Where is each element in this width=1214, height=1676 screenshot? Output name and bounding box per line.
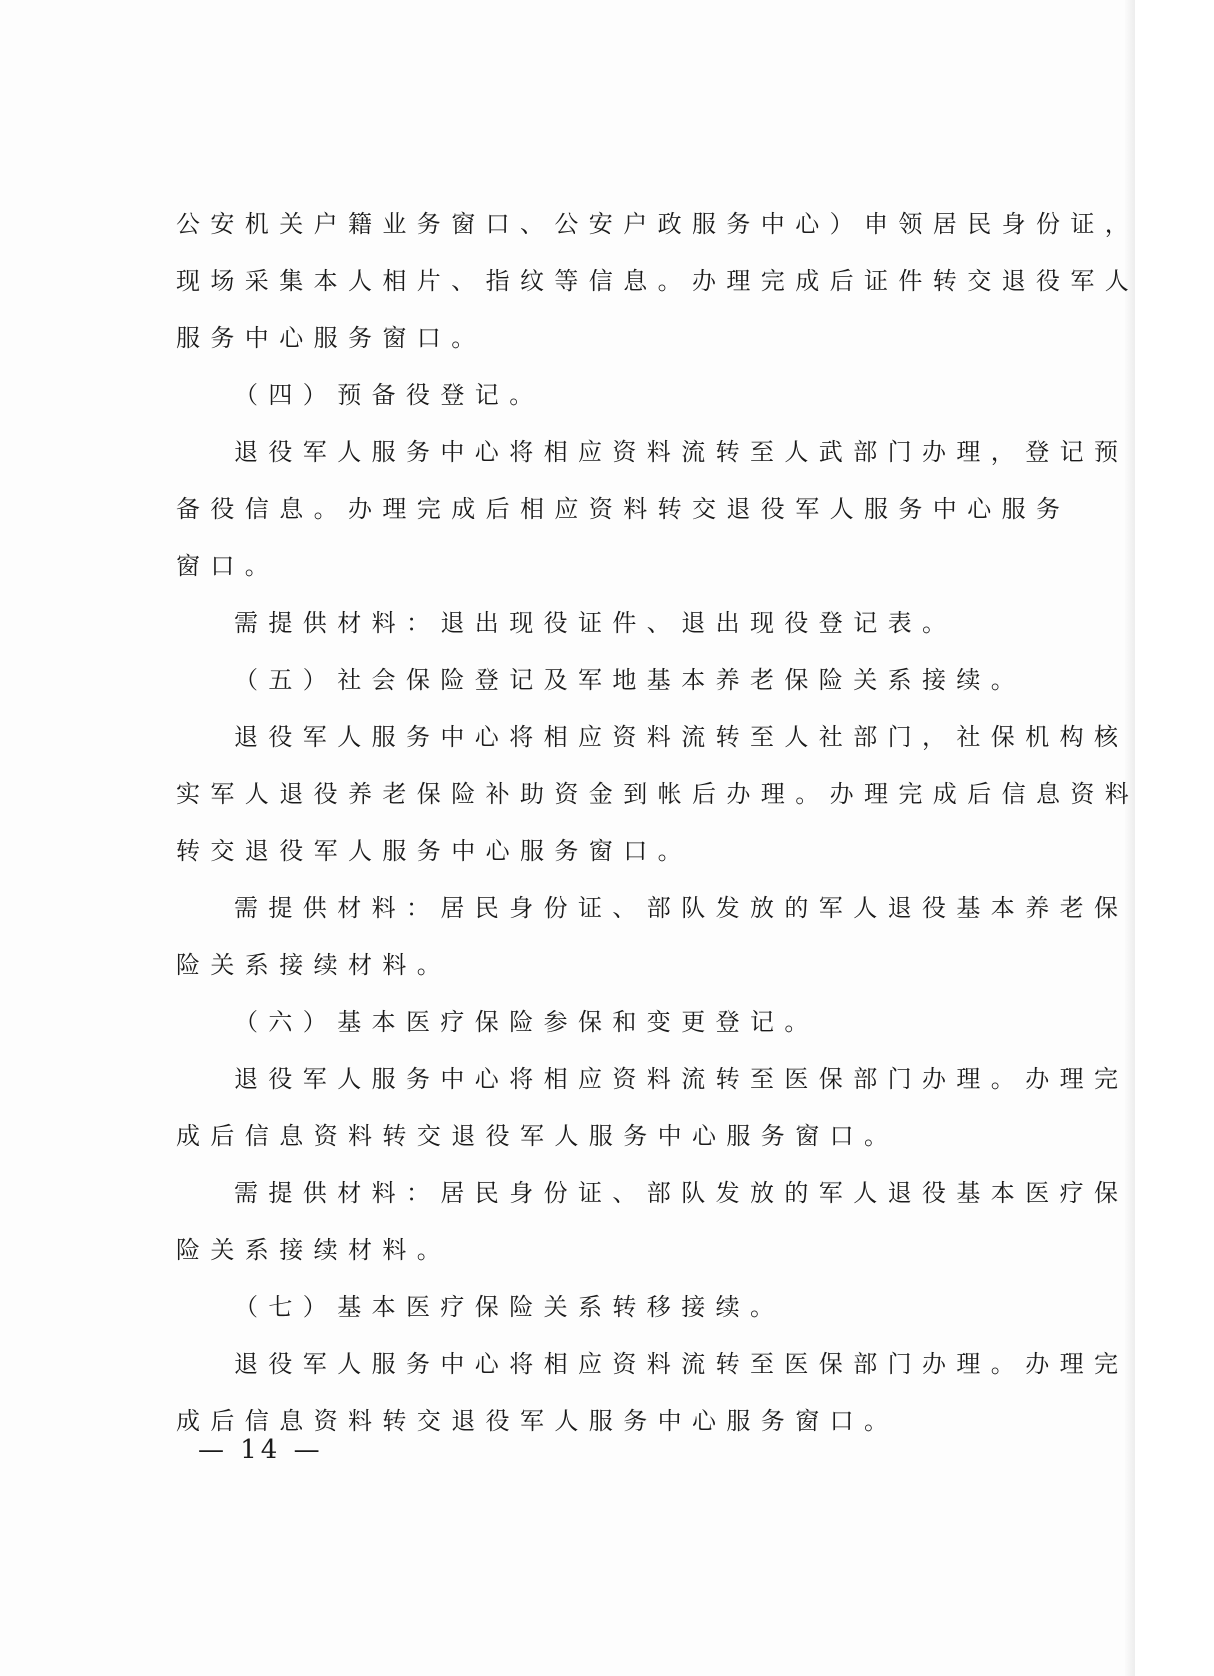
text-line: 退役军人服务中心将相应资料流转至人武部门办理，登记预 — [234, 438, 1129, 466]
text-line: 险关系接续材料。 — [176, 951, 452, 979]
section-heading: （六）基本医疗保险参保和变更登记。 — [234, 1008, 819, 1036]
text-line: 退役军人服务中心将相应资料流转至医保部门办理。办理完 — [234, 1065, 1129, 1093]
text-line: 窗口。 — [176, 552, 280, 580]
page-number: — 14 — — [198, 1435, 324, 1465]
text-line: 服务中心服务窗口。 — [176, 324, 486, 352]
text-line: 退役军人服务中心将相应资料流转至人社部门，社保机构核 — [234, 723, 1129, 751]
text-line: 险关系接续材料。 — [176, 1236, 452, 1264]
section-heading: （七）基本医疗保险关系转移接续。 — [234, 1293, 785, 1321]
text-line: 退役军人服务中心将相应资料流转至医保部门办理。办理完 — [234, 1350, 1129, 1378]
text-line: 备役信息。办理完成后相应资料转交退役军人服务中心服务 — [176, 495, 1071, 523]
text-line: 实军人退役养老保险补助资金到帐后办理。办理完成后信息资料 — [176, 780, 1140, 808]
materials-line: 需提供材料：居民身份证、部队发放的军人退役基本医疗保 — [234, 1179, 1129, 1207]
materials-line: 需提供材料：退出现役证件、退出现役登记表。 — [234, 609, 957, 637]
text-line: 成后信息资料转交退役军人服务中心服务窗口。 — [176, 1122, 899, 1150]
text-line: 成后信息资料转交退役军人服务中心服务窗口。 — [176, 1407, 899, 1435]
materials-line: 需提供材料：居民身份证、部队发放的军人退役基本养老保 — [234, 894, 1129, 922]
text-line: 转交退役军人服务中心服务窗口。 — [176, 837, 692, 865]
section-heading: （五）社会保险登记及军地基本养老保险关系接续。 — [234, 666, 1026, 694]
text-line: 公安机关户籍业务窗口、公安户政服务中心）申领居民身份证， — [176, 210, 1140, 238]
section-heading: （四）预备役登记。 — [234, 381, 544, 409]
text-line: 现场采集本人相片、指纹等信息。办理完成后证件转交退役军人 — [176, 267, 1140, 295]
